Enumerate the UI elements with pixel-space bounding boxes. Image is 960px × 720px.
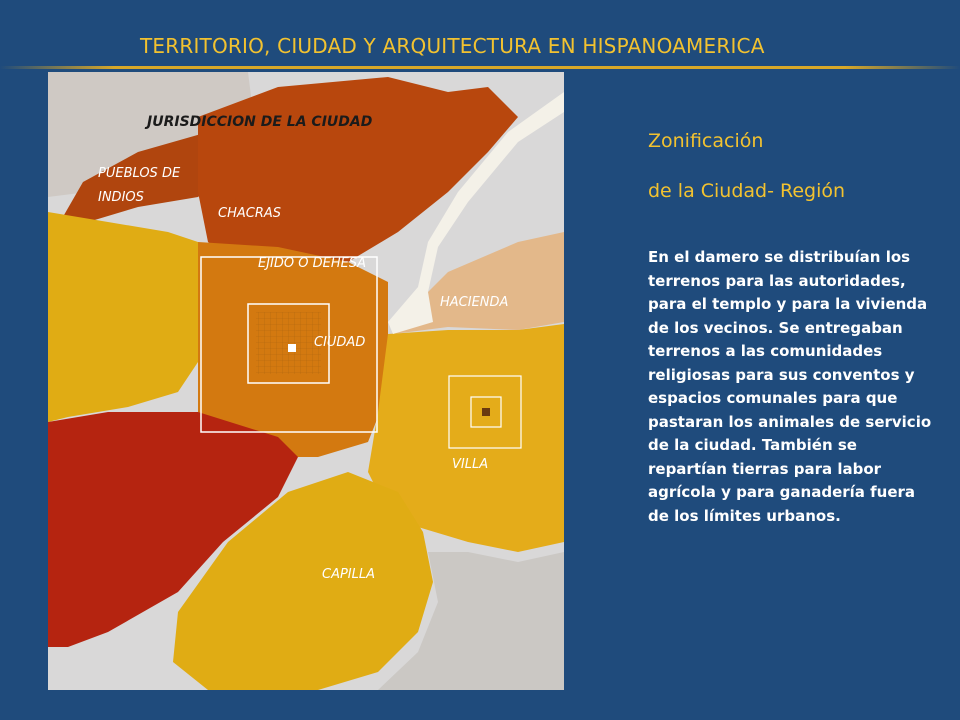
label-ciudad: CIUDAD (314, 335, 366, 350)
subtitle-line-1: Zonificación (648, 130, 764, 152)
label-villa: VILLA (452, 457, 489, 472)
label-chacras: CHACRAS (218, 206, 282, 221)
villa-center (482, 408, 490, 416)
description-paragraph: En el damero se distribuían los terrenos para las autoridades, para el templo y para la vivienda de los vecinos. Se entregaban terrenos a las comunidades religiosas para sus conventos y espacios comunales para que pastaran los animales de servicio de la ciudad. También se repartían tierras para labor agrícola y para ganadería fuera de los límites urbanos. (648, 248, 932, 525)
map-heading: JURISDICCION DE LA CIUDAD (147, 114, 373, 130)
zone-left-yellow (48, 212, 198, 422)
label-pueblos-line1: PUEBLOS DE (98, 166, 181, 181)
label-pueblos-line2: INDIOS (98, 190, 144, 205)
label-hacienda: HACIENDA (440, 295, 509, 310)
subtitle-line-2: de la Ciudad- Región (648, 180, 846, 202)
zoning-map (48, 72, 564, 690)
title-underline (0, 66, 960, 69)
ciudad-grid (256, 312, 321, 374)
label-capilla: CAPILLA (322, 567, 376, 582)
slide-title: TERRITORIO, CIUDAD Y ARQUITECTURA EN HISPANOAMERICA (140, 34, 765, 58)
label-ejido: EJIDO O DEHESA (258, 256, 366, 271)
ciudad-plaza (288, 344, 296, 352)
